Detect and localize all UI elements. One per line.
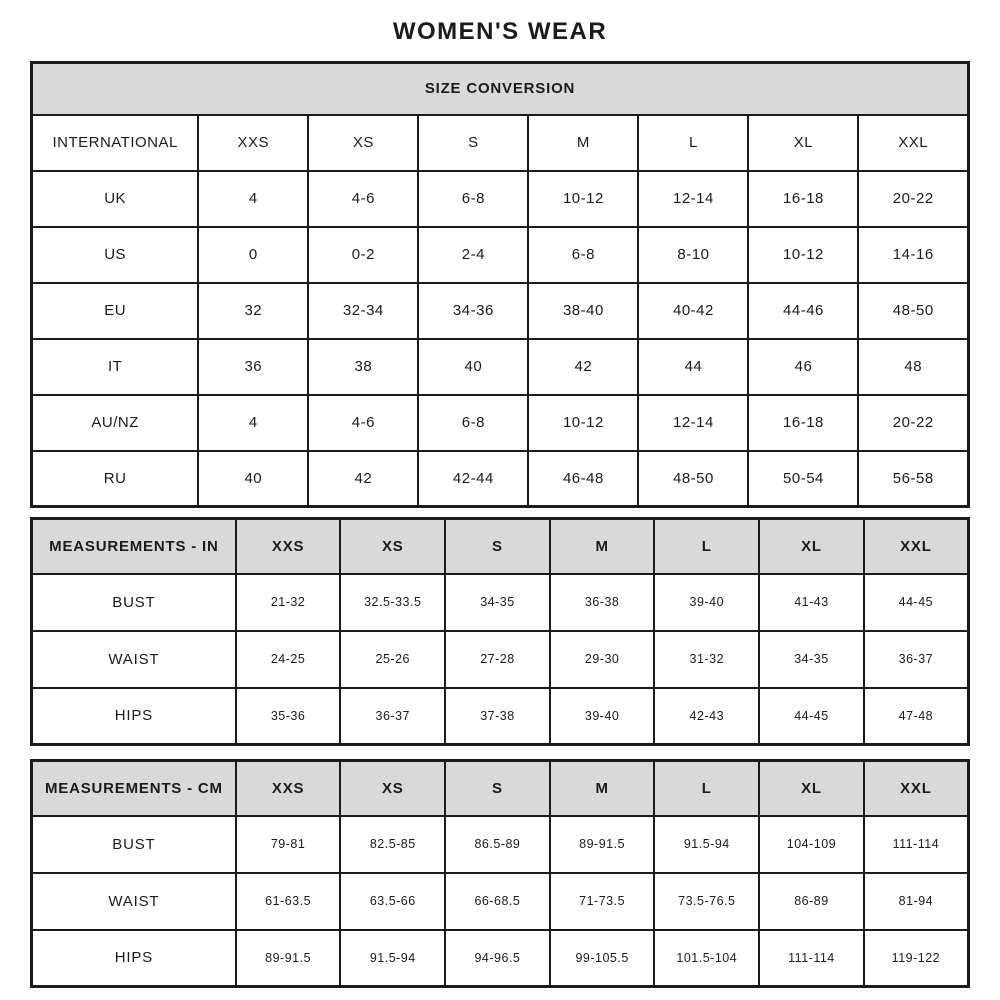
table-row — [32, 227, 969, 283]
size-header-cell: M — [550, 519, 655, 574]
value-cell: 40 — [198, 451, 308, 507]
value-cell: 104-109 — [759, 816, 864, 873]
row-label: BUST — [32, 574, 236, 631]
row-label: RU — [32, 451, 199, 507]
value-cell: 27-28 — [445, 631, 550, 688]
value-cell: 44 — [638, 339, 748, 395]
row-label: UK — [32, 171, 199, 227]
size-header-cell: S — [445, 519, 550, 574]
value-cell: 16-18 — [748, 395, 858, 451]
value-cell: 29-30 — [550, 631, 655, 688]
value-cell: 89-91.5 — [236, 930, 341, 987]
size-header-cell: XS — [340, 761, 445, 816]
value-cell: 34-36 — [418, 283, 528, 339]
value-cell: 42-43 — [654, 688, 759, 745]
value-cell: 21-32 — [236, 574, 341, 631]
size-header-cell: XXL — [858, 115, 968, 171]
row-label: BUST — [32, 816, 236, 873]
value-cell: 8-10 — [638, 227, 748, 283]
value-cell: 48-50 — [638, 451, 748, 507]
value-cell: 32-34 — [308, 283, 418, 339]
value-cell: 61-63.5 — [236, 873, 341, 930]
row-label: HIPS — [32, 688, 236, 745]
measurements-in-table — [30, 517, 970, 746]
size-header-cell: L — [654, 761, 759, 816]
value-cell: 36-37 — [340, 688, 445, 745]
size-header-cell: XL — [759, 519, 864, 574]
value-cell: 89-91.5 — [550, 816, 655, 873]
value-cell: 48 — [858, 339, 968, 395]
size_conversion-title-row — [32, 63, 969, 115]
value-cell: 6-8 — [418, 395, 528, 451]
value-cell: 10-12 — [528, 171, 638, 227]
value-cell: 41-43 — [759, 574, 864, 631]
size-header-cell: M — [528, 115, 638, 171]
row-label: WAIST — [32, 631, 236, 688]
value-cell: 42-44 — [418, 451, 528, 507]
table-row — [32, 395, 969, 451]
row-label: WAIST — [32, 873, 236, 930]
value-cell: 111-114 — [864, 816, 969, 873]
value-cell: 24-25 — [236, 631, 341, 688]
table-row — [32, 339, 969, 395]
value-cell: 73.5-76.5 — [654, 873, 759, 930]
value-cell: 56-58 — [858, 451, 968, 507]
value-cell: 20-22 — [858, 395, 968, 451]
table-row — [32, 574, 969, 631]
row-label: AU/NZ — [32, 395, 199, 451]
value-cell: 31-32 — [654, 631, 759, 688]
size-header-cell: L — [638, 115, 748, 171]
row-label: EU — [32, 283, 199, 339]
value-cell: 36 — [198, 339, 308, 395]
size-header-cell: XXS — [236, 519, 341, 574]
value-cell: 4-6 — [308, 395, 418, 451]
value-cell: 34-35 — [445, 574, 550, 631]
value-cell: 44-45 — [759, 688, 864, 745]
value-cell: 111-114 — [759, 930, 864, 987]
measurements-cm-table — [30, 759, 970, 988]
table-row — [32, 283, 969, 339]
value-cell: 86.5-89 — [445, 816, 550, 873]
size-header-cell: XL — [759, 761, 864, 816]
value-cell: 6-8 — [528, 227, 638, 283]
table-row — [32, 451, 969, 507]
size-header-cell: XXL — [864, 761, 969, 816]
value-cell: 12-14 — [638, 171, 748, 227]
row-label: US — [32, 227, 199, 283]
measurements_in-header-row — [32, 519, 969, 574]
table-row — [32, 631, 969, 688]
value-cell: 32.5-33.5 — [340, 574, 445, 631]
value-cell: 99-105.5 — [550, 930, 655, 987]
value-cell: 34-35 — [759, 631, 864, 688]
value-cell: 4 — [198, 171, 308, 227]
value-cell: 36-37 — [864, 631, 969, 688]
row-label: HIPS — [32, 930, 236, 987]
corner-header-cell: MEASUREMENTS - CM — [32, 761, 236, 816]
value-cell: 38 — [308, 339, 418, 395]
value-cell: 119-122 — [864, 930, 969, 987]
size-header-cell: XXS — [198, 115, 308, 171]
value-cell: 40 — [418, 339, 528, 395]
value-cell: 44-46 — [748, 283, 858, 339]
value-cell: 44-45 — [864, 574, 969, 631]
value-cell: 94-96.5 — [445, 930, 550, 987]
value-cell: 36-38 — [550, 574, 655, 631]
size-header-cell: XXL — [864, 519, 969, 574]
value-cell: 39-40 — [550, 688, 655, 745]
value-cell: 71-73.5 — [550, 873, 655, 930]
size-header-cell: L — [654, 519, 759, 574]
table-row — [32, 930, 969, 987]
size_conversion-title: SIZE CONVERSION — [32, 63, 969, 115]
value-cell: 0 — [198, 227, 308, 283]
value-cell: 38-40 — [528, 283, 638, 339]
value-cell: 6-8 — [418, 171, 528, 227]
value-cell: 4-6 — [308, 171, 418, 227]
size-conversion-table — [30, 61, 970, 508]
value-cell: 10-12 — [748, 227, 858, 283]
value-cell: 12-14 — [638, 395, 748, 451]
value-cell: 47-48 — [864, 688, 969, 745]
size-header-cell: XS — [308, 115, 418, 171]
value-cell: 79-81 — [236, 816, 341, 873]
value-cell: 91.5-94 — [340, 930, 445, 987]
size-header-cell: M — [550, 761, 655, 816]
corner-header-cell: MEASUREMENTS - IN — [32, 519, 236, 574]
value-cell: 10-12 — [528, 395, 638, 451]
value-cell: 4 — [198, 395, 308, 451]
value-cell: 37-38 — [445, 688, 550, 745]
value-cell: 101.5-104 — [654, 930, 759, 987]
value-cell: 91.5-94 — [654, 816, 759, 873]
size_conversion-header-row — [32, 115, 969, 171]
value-cell: 39-40 — [654, 574, 759, 631]
size-header-cell: S — [418, 115, 528, 171]
value-cell: 0-2 — [308, 227, 418, 283]
value-cell: 2-4 — [418, 227, 528, 283]
value-cell: 40-42 — [638, 283, 748, 339]
size-header-cell: XXS — [236, 761, 341, 816]
table-row — [32, 873, 969, 930]
value-cell: 20-22 — [858, 171, 968, 227]
value-cell: 63.5-66 — [340, 873, 445, 930]
size-header-cell: XS — [340, 519, 445, 574]
value-cell: 25-26 — [340, 631, 445, 688]
corner-header-cell: INTERNATIONAL — [32, 115, 199, 171]
page-title: WOMEN'S WEAR — [392, 18, 608, 45]
value-cell: 16-18 — [748, 171, 858, 227]
value-cell: 32 — [198, 283, 308, 339]
value-cell: 66-68.5 — [445, 873, 550, 930]
value-cell: 81-94 — [864, 873, 969, 930]
table-row — [32, 688, 969, 745]
value-cell: 42 — [308, 451, 418, 507]
measurements_cm-header-row — [32, 761, 969, 816]
size-header-cell: XL — [748, 115, 858, 171]
value-cell: 86-89 — [759, 873, 864, 930]
value-cell: 42 — [528, 339, 638, 395]
value-cell: 35-36 — [236, 688, 341, 745]
table-row — [32, 816, 969, 873]
table-row — [32, 171, 969, 227]
value-cell: 46 — [748, 339, 858, 395]
value-cell: 48-50 — [858, 283, 968, 339]
value-cell: 82.5-85 — [340, 816, 445, 873]
value-cell: 46-48 — [528, 451, 638, 507]
row-label: IT — [32, 339, 199, 395]
size-header-cell: S — [445, 761, 550, 816]
value-cell: 50-54 — [748, 451, 858, 507]
value-cell: 14-16 — [858, 227, 968, 283]
